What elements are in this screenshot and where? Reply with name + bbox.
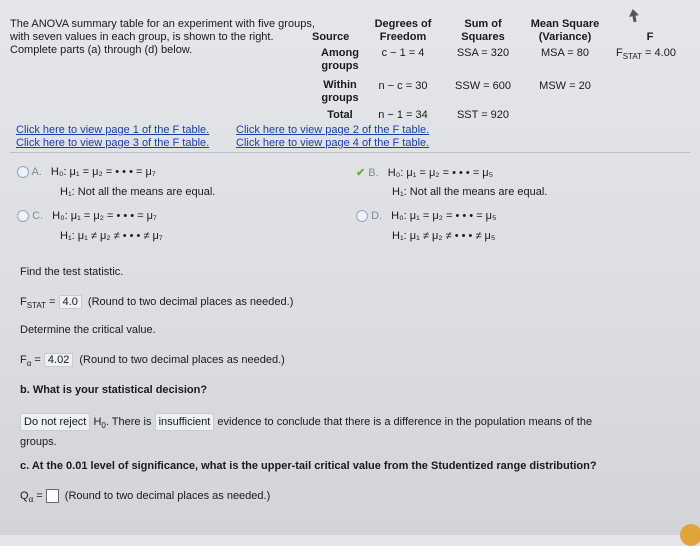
help-icon[interactable] (680, 524, 700, 546)
row-total-df: n − 1 = 34 (378, 109, 428, 121)
row-among-ss: SSA = 320 (456, 47, 510, 59)
row-among-source: Among groups (321, 47, 359, 72)
header-df: Degrees of Freedom (374, 18, 432, 43)
mouse-cursor-icon (628, 9, 640, 23)
option-d-h1: H₁: μ₁ ≠ μ₂ ≠ • • • ≠ μ₅ (392, 230, 496, 242)
row-among-df: c − 1 = 4 (381, 47, 425, 59)
row-within-ss: SSW = 600 (455, 80, 511, 92)
header-ss: Sum of Squares (461, 18, 505, 43)
option-d-h0: H₀: μ₁ = μ₂ = • • • = μ₅ (391, 210, 497, 222)
f-table-page1-link[interactable]: Click here to view page 1 of the F table. (16, 124, 210, 136)
decision-sentence: Do not reject $H_0$. There is insufficient evidence to conclude that there is a difference in the population means of the groups. (20, 413, 680, 450)
fstat-hint: (Round to two decimal places as needed.) (87, 296, 294, 308)
row-total-source: Total (327, 109, 353, 121)
header-f: F (646, 31, 654, 43)
option-d[interactable]: D. H₀: μ₁ = μ₂ = • • • = μ₅ (356, 210, 496, 222)
header-ms: Mean Square (Variance) (530, 18, 600, 43)
falpha-answer[interactable]: 4.02 (44, 353, 73, 367)
row-total-ss: SST = 920 (456, 109, 510, 121)
option-b[interactable]: ✔ B. H₀: μ₁ = μ₂ = • • • = μ₅ (356, 167, 494, 179)
divider (10, 152, 690, 153)
decision-dropdown[interactable]: Do not reject (20, 413, 90, 431)
option-a-h1: H₁: Not all the means are equal. (60, 186, 216, 198)
row-among-ms: MSA = 80 (540, 47, 589, 59)
f-table-page3-link[interactable]: Click here to view page 3 of the F table. (16, 137, 210, 149)
qalpha-line: $Q_\alpha$ = (Round to two decimal places as needed.) (20, 489, 271, 505)
row-within-ms: MSW = 20 (539, 80, 591, 92)
option-c[interactable]: C. H₀: μ₁ = μ₂ = • • • = μ₇ (17, 210, 157, 222)
row-within-df: n − c = 30 (378, 80, 428, 92)
determine-critical-label: Determine the critical value. (20, 324, 156, 336)
part-c-question: c. At the 0.01 level of significance, what is the upper-tail critical value from the Studentized range distribution? (20, 460, 597, 472)
radio-a[interactable] (17, 166, 29, 178)
f-table-page4-link[interactable]: Click here to view page 4 of the F table. (236, 137, 430, 149)
radio-d[interactable] (356, 210, 368, 222)
falpha-line: $F_\alpha = 4.02$ (Round to two decimal places as needed.) (20, 354, 285, 369)
qalpha-hint: (Round to two decimal places as needed.) (64, 489, 271, 502)
row-among-f: $F_{STAT} = 4.00$ (616, 47, 676, 62)
option-c-h0: H₀: μ₁ = μ₂ = • • • = μ₇ (52, 210, 157, 222)
option-b-h0: H₀: μ₁ = μ₂ = • • • = μ₅ (387, 167, 494, 179)
header-source: Source (312, 31, 350, 43)
f-table-page2-link[interactable]: Click here to view page 2 of the F table. (236, 124, 430, 136)
radio-c[interactable] (17, 210, 29, 222)
problem-intro: The ANOVA summary table for an experiment with five groups, with seven values in each group, is shown to the right. Complete parts (a) through (d) below. (10, 18, 315, 56)
check-icon: ✔ (356, 167, 366, 179)
falpha-hint: (Round to two decimal places as needed.) (79, 354, 285, 366)
fstat-line: $F_{STAT} = 4.0$ (Round to two decimal places as needed.) (20, 296, 294, 311)
qalpha-input[interactable] (46, 489, 59, 503)
part-b-question: b. What is your statistical decision? (20, 384, 208, 396)
fstat-answer[interactable]: 4.0 (59, 295, 82, 309)
option-a[interactable]: A. H₀: μ₁ = μ₂ = • • • = μ₇ (17, 166, 156, 178)
row-within-source: Within groups (321, 79, 359, 104)
evidence-dropdown[interactable]: insufficient (155, 413, 215, 431)
find-test-stat-label: Find the test statistic. (20, 266, 124, 278)
option-b-h1: H₁: Not all the means are equal. (392, 186, 548, 198)
option-c-h1: H₁: μ₁ ≠ μ₂ ≠ • • • ≠ μ₇ (60, 230, 163, 242)
option-a-h0: H₀: μ₁ = μ₂ = • • • = μ₇ (50, 166, 156, 178)
